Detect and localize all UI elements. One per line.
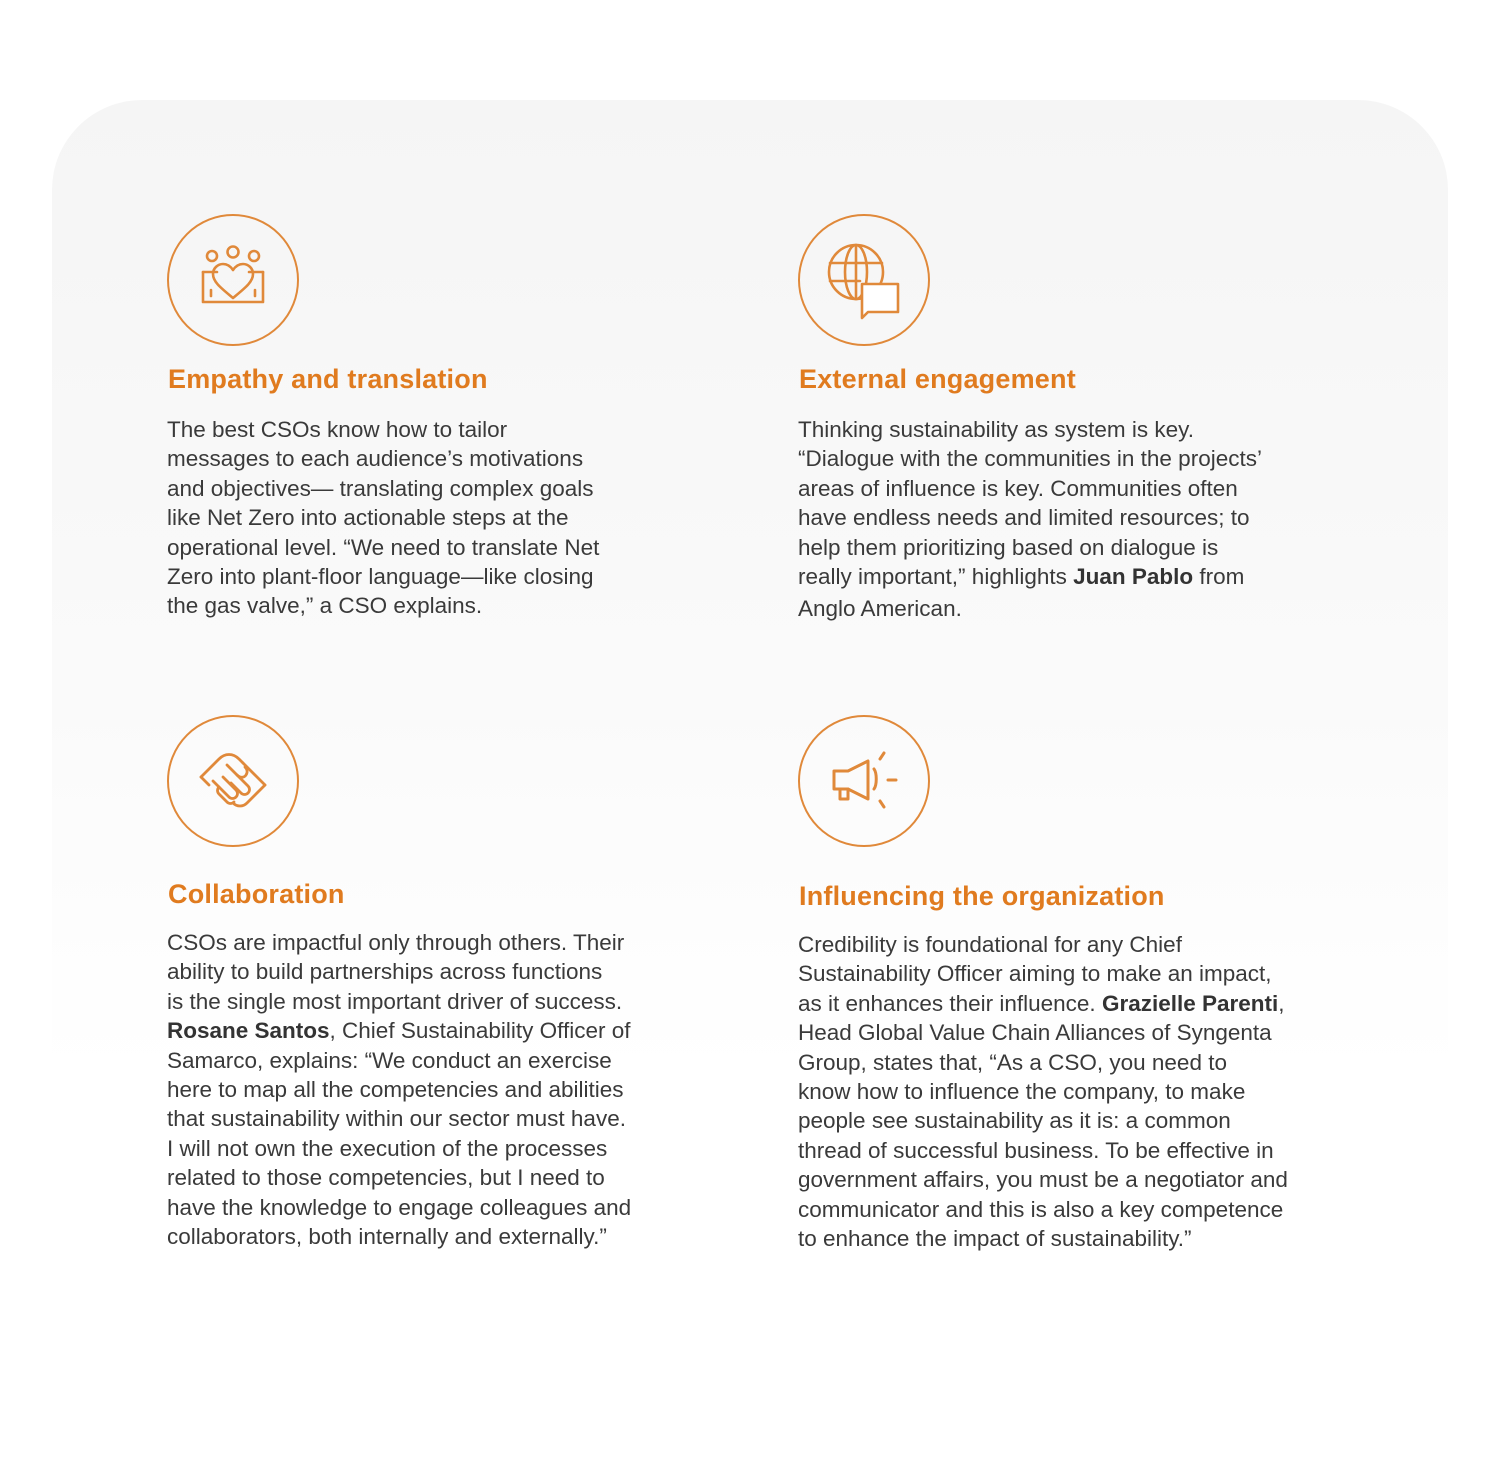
card-body: Thinking sustainability as system is key. “Dialogue with the communities in the projects’ areas of influence is key. Communities often have endless needs and limited resources; to help them prioritizing based on dialogue is really important,” highlights Juan Pablo from Anglo American. [798,417,1262,622]
person-name: Juan Pablo [1073,564,1194,590]
card-title: Collaboration [168,879,345,909]
card-empathy [167,214,727,619]
card-external-engagement [798,214,1358,622]
person-name: Grazielle Parenti [1101,990,1279,1016]
card-title: Influencing the organization [799,881,1165,911]
card-collaboration [167,715,727,1250]
card-body: Credibility is foundational for any Chief Sustainability Officer aiming to make an impact, as it enhances their influence. Grazielle Parenti, Head Global Value Chain Alliances of Syngenta Group, states that, “As a CSO, you need to know how to influence the company, to make people see sustainability as it is: a common thread of successful business. To be effective in government affairs, you must be a negotiator and communicator and this is also a key competence to enhance the impact of sustainability.” [798,932,1288,1252]
megaphone-icon [798,715,930,847]
people-heart-icon [167,214,299,346]
card-body: CSOs are impactful only through others. Their ability to build partnerships across functions is the single most important driver of success. Rosane Santos, Chief Sustainability Officer of Samarco, explains: “We conduct an exercise here to map all the competencies and abilities that sustainability within our sector must have. I will not own the execution of the processes related to those competencies, but I need to have the knowledge to engage colleagues and collaborators, both internally and externally.” [167,930,632,1250]
card-title: Empathy and translation [168,364,488,394]
person-name: Rosane Santos [167,1018,330,1044]
globe-chat-icon [798,214,930,346]
handshake-icon [167,715,299,847]
card-influencing [798,715,1358,1252]
card-body: The best CSOs know how to tailor messages to each audience’s motivations and objectives— translating complex goals like Net Zero into actionable steps at the operational level. “We need to translate Net Zero into plant-floor language—like closing the gas valve,” a CSO explains. [167,417,600,619]
card-title: External engagement [799,364,1076,394]
